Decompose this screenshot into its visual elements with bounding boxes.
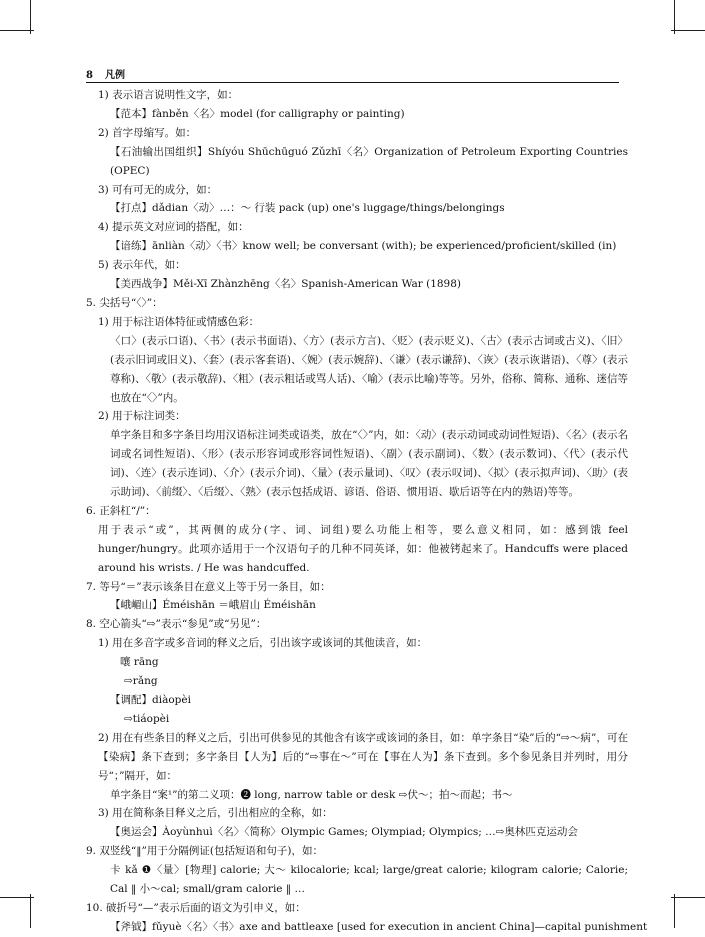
page-header <box>86 66 619 83</box>
text-line: 5) 表示年代，如： <box>98 259 186 272</box>
crop-mark-bottom-left-horizontal <box>0 897 34 898</box>
text-line: 7. 等号“＝”表示该条目在意义上等于另一条目，如： <box>86 580 331 593</box>
text-line: 卡 kǎ ❶〈量〉[物理] calorie; 大～ kilocalorie; kcal; large/great calorie; kilogram calorie; Calorie; Cal ‖ 小～cal; small/gram calorie ‖ … <box>110 864 628 896</box>
page-number: 8 <box>86 70 93 81</box>
crop-mark-bottom-right-horizontal <box>671 897 705 898</box>
text-line: 【美西战争】Měi-Xī Zhànzhēng〈名〉Spanish-American War (1898) <box>110 278 462 291</box>
text-line: 单字条目“案¹”的第二义项：❷ long, narrow table or desk ⇨伏～；拍～而起；书～ <box>110 788 513 801</box>
crop-mark-top-right-horizontal <box>671 30 705 31</box>
text-line: 1) 用在多音字或多音词的释义之后，引出该字或该词的其他读音，如： <box>98 637 428 650</box>
text-line: ⇨tiáopèi <box>124 712 170 725</box>
text-line: 9. 双竖线“‖”用于分隔例证(包括短语和句子)，如： <box>86 845 324 858</box>
text-line: 2) 首字母缩写。如： <box>98 126 197 139</box>
text-line: 10. 破折号“—”表示后面的语文为引申义，如： <box>86 901 306 914</box>
crop-mark-top-left-vertical <box>30 0 31 34</box>
text-line: 【范本】fànběn〈名〉model (for calligraphy or painting) <box>110 107 405 120</box>
crop-mark-top-right-vertical <box>674 0 675 34</box>
crop-mark-bottom-right-vertical <box>674 894 675 928</box>
text-line: 【奥运会】Àoyùnhuì〈名〉〈简称〉Olympic Games; Olympiad; Olympics; …⇨奥林匹克运动会 <box>110 826 578 839</box>
text-line: 【石油输出国组织】Shíyóu Shūchūguó Zǔzhī〈名〉Organization of Petroleum Exporting Countries (OPEC) <box>110 145 628 177</box>
text-line: 1) 用于标注语体特征或情感色彩： <box>98 315 260 328</box>
text-line: 5. 尖括号“〈〉”： <box>86 296 163 309</box>
text-line: 2) 用于标注词类： <box>98 410 186 423</box>
text-line: 3) 用在简称条目释义之后，引出相应的全称，如： <box>98 807 333 820</box>
crop-mark-bottom-left-vertical <box>30 894 31 928</box>
text-line: ⇨rǎng <box>124 675 158 688</box>
text-line: 3) 可有可无的成分，如： <box>98 183 218 196</box>
text-line: 6. 正斜杠“/”： <box>86 504 156 517</box>
text-line: 用于表示“或”，其两侧的成分(字、词、词组)要么功能上相等，要么意义相同，如：感到饿 feel hunger/hungry。此项亦适用于一个汉语句子的几种不同英译，如：他被铐起来了。Handcuffs were placed around his wrists. / He was handcuffed. <box>98 523 628 574</box>
text-line: 【峨嵋山】Éméishān ＝峨眉山 Éméishān <box>110 599 316 612</box>
text-line: 【谙练】ānliàn〈动〉〈书〉know well; be conversant (with); be experienced/proficient/skilled (in) <box>110 240 617 253</box>
text-line: 8. 空心箭头“⇨”表示“参见”或“另见”： <box>86 618 267 631</box>
text-line: 1) 表示语言说明性文字，如： <box>98 89 239 101</box>
text-line: 4) 提示英文对应词的搭配，如： <box>98 221 249 234</box>
text-line: 【调配】diàopèi <box>110 694 191 706</box>
crop-mark-top-left-horizontal <box>0 30 34 31</box>
section-title: 凡例 <box>104 70 125 81</box>
text-line: 【打点】dǎdian〈动〉…：～ 行装 pack (up) one's luggage/things/belongings <box>110 202 505 215</box>
text-line: 【斧钺】fǔyuè〈名〉〈书〉axe and battleaxe [used for execution in ancient China]—capital punishment <box>110 920 648 933</box>
text-line: 嚷 rāng <box>120 656 159 669</box>
text-line: 单字条目和多字条目均用汉语标注词类或语类，放在“〈〉”内，如：〈动〉(表示动词或动词性短语)、〈名〉(表示名词或名词性短语)、〈形〉(表示形容词或形容词性短语)、〈副〉(表示副词)、〈数〉(表示数词)、〈代〉(表示代词)、〈连〉(表示连词)、〈介〉(表示介词)、〈量〉(表示量词)、〈叹〉(表示叹词)、〈拟〉(表示拟声词)、〈助〉(表示助词)、〈前缀〉、〈后缀〉、〈熟〉(表示包括成语、谚语、俗语、惯用语、歇后语等在内的熟语)等等。 <box>110 429 628 499</box>
text-line: 〈口〉(表示口语)、〈书〉(表示书面语)、〈方〉(表示方言)、〈贬〉(表示贬义)、〈古〉(表示古词或古义)、〈旧〉(表示旧词或旧义)、〈套〉(表示客套语)、〈婉〉(表示婉辞)、〈谦〉(表示谦辞)、〈诙〉(表示诙谐语)、〈尊〉(表示尊称)、〈敬〉(表示敬辞)、〈粗〉(表示粗话或骂人话)、〈喻〉(表示比喻)等等。另外，俗称、简称、通称、迷信等也放在“〈〉”内。 <box>110 334 628 404</box>
page-body <box>86 86 648 937</box>
text-line: 2) 用在有些条目的释义之后，引出可供参见的其他含有该字或该词的条目，如：单字条目“染”后的“⇨～病”，可在【染病】条下查到；多字条目【人为】后的“⇨事在～”可在【事在人为】条下查到。多个参见条目并列时，用分号“；”隔开，如： <box>98 731 628 782</box>
